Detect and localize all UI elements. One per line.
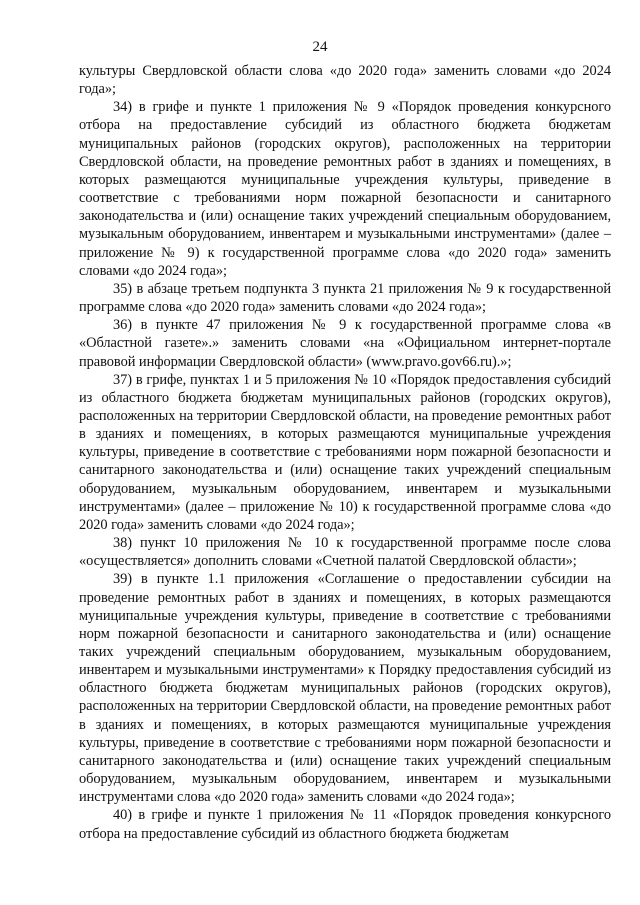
paragraph-item-39: 39) в пункте 1.1 приложения «Соглашение о предоставлении субсидии на проведение ремонтных работ в зданиях и помещениях, в которых размещаются муниципальные учреждения культуры, приведение в соответствие с требованиями норм пожарной безопасности и санитарного законодательства и (или) оснащение таких учреждений специальным оборудованием, музыкальным оборудованием, инвентарем и музыкальными инструментами» к Порядку предоставления субсидий из областного бюджета бюджетам муниципальных районов (городских округов), расположенных на территории Свердловской области, на проведение ремонтных работ в зданиях и помещениях, в которых размещаются муниципальные учреждения культуры, приведение в соответствие с требованиями норм пожарной безопасности и санитарного законодательства и (или) оснащение таких учреждений специальным оборудованием, музыкальным оборудованием, инвентарем и музыкальными инструментами слова «до 2020 года» заменить словами «до 2024 года»;: [79, 571, 611, 806]
paragraph-item-35: 35) в абзаце третьем подпункта 3 пункта 21 приложения № 9 к государственной программе слова «до 2020 года» заменить словами «до 2024 года»;: [79, 280, 611, 316]
paragraph-continuation: культуры Свердловской области слова «до 2020 года» заменить словами «до 2024 года»;: [79, 63, 611, 98]
paragraph-item-34: 34) в грифе и пункте 1 приложения № 9 «Порядок проведения конкурсного отбора на предоставление субсидий из областного бюджета бюджетам муниципальных районов (городских округов), расположенных на территории Свердловской области, на проведение ремонтных работ в зданиях и помещениях, в которых размещаются муниципальные учреждения культуры, приведение в соответствие с требованиями норм пожарной безопасности и санитарного законодательства и (или) оснащение таких учреждений специальным оборудованием, музыкальным оборудованием, инвентарем и музыкальными инструментами» (далее – приложение № 9) к государственной программе слова «до 2020 года» заменить словами «до 2024 года»;: [79, 99, 611, 279]
document-body: [79, 62, 611, 843]
paragraph-item-36: 36) в пункте 47 приложения № 9 к государственной программе слова «в «Областной газете».» заменить словами «на «Официальном интернет-портале правовой информации Свердловской области» (www.pravo.gov66.ru).»;: [79, 317, 611, 370]
paragraph-item-37: 37) в грифе, пунктах 1 и 5 приложения № 10 «Порядок предоставления субсидий из областного бюджета бюджетам муниципальных районов (городских округов), расположенных на территории Свердловской области, на проведение ремонтных работ в зданиях и помещениях, в которых размещаются муниципальные учреждения культуры, приведение в соответствие с требованиями норм пожарной безопасности и санитарного законодательства и (или) оснащение таких учреждений специальным оборудованием, музыкальным оборудованием, инвентарем и музыкальными инструментами» (далее – приложение № 10) к государственной программе слова «до 2020 года» заменить словами «до 2024 года»;: [79, 371, 611, 533]
paragraph-item-40: 40) в грифе и пункте 1 приложения № 11 «Порядок проведения конкурсного отбора на предоставление субсидий из областного бюджета бюджетам: [79, 807, 611, 842]
page-number: 24: [312, 39, 328, 55]
paragraph-item-38: 38) пункт 10 приложения № 10 к государственной программе после слова «осуществляется» дополнить словами «Счетной палатой Свердловской области»;: [79, 535, 611, 570]
